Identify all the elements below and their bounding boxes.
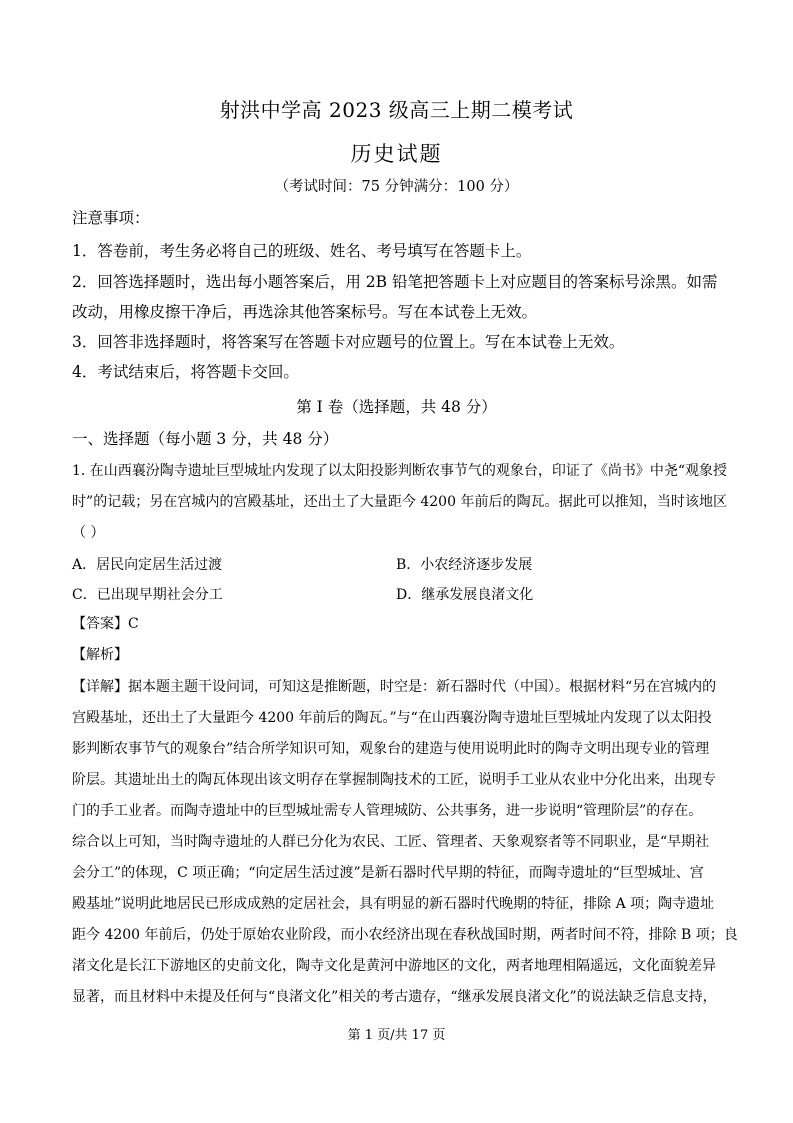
question-1-stem: 1. 在山西襄汾陶寺遗址巨型城址内发现了以太阳投影判断农事节气的观象台，印证了《尚书》中尧“观象授时”的记载；另在宫城内的宫殿基址，还出土了大量距今 4200 年前后的陶瓦。据此可以推知，当时该地区（ ）	[72, 463, 727, 541]
explain-line: 渚文化是长江下游地区的史前文化，陶寺文化是黄河中游地区的文化，两者地理相隔遥远，文化面貌差异	[72, 958, 716, 974]
explain-line: 【详解】据本题主题干设问词，可知这是推断题，时空是：新石器时代（中国）。根据材料“另在宫城内的	[72, 679, 717, 695]
note-item-1: 1．答卷前，考生务必将自己的班级、姓名、考号填写在答题卡上。	[72, 242, 532, 260]
answer-label: 【答案】C	[72, 616, 139, 632]
exam-time-note: （考试时间：75 分钟满分：100 分）	[274, 179, 519, 195]
explain-line: 宫殿基址，还出土了大量距今 4200 年前后的陶瓦。”与“在山西襄汾陶寺遗址巨型城址内发现了以太阳投	[72, 710, 712, 726]
note-item-3: 3．回答非选择题时，将答案写在答题卡对应题号的位置上。写在本试卷上无效。	[72, 333, 625, 351]
explain-line: 综合以上可知，当时陶寺遗址的人群已分化为农民、工匠、管理者、天象观察者等不同职业，是“早期社	[72, 834, 710, 850]
explain-line: 影判断农事节气的观象台”结合所学知识可知，观象台的建造与使用说明此时的陶寺文明出现专业的管理	[72, 741, 710, 757]
option-a: A．居民向定居生活过渡	[72, 557, 223, 573]
note-item-2: 2．回答选择题时，选出每小题答案后，用 2B 铅笔把答题卡上对应题目的答案标号涂黑。如需改动，用橡皮擦干净后，再选涂其他答案标号。写在本试卷上无效。	[72, 273, 718, 321]
option-c: C．已出现早期社会分工	[72, 587, 223, 603]
page-footer: 第 1 页/共 17 页	[347, 1028, 446, 1043]
option-b: B．小农经济逐步发展	[396, 557, 533, 573]
explain-line: 阶层。其遗址出土的陶瓦体现出该文明存在掌握制陶技术的工匠，说明手工业从农业中分化出来，出现专	[72, 772, 716, 788]
explain-line: 距今 4200 年前后，仍处于原始农业阶段，而小农经济出现在春秋战国时期，两者时间不符，排除 B 项；良	[72, 927, 738, 943]
subject-title: 历史试题	[350, 142, 443, 166]
explain-line: 殿基址”说明此地居民已形成成熟的定居社会，具有明显的新石器时代晚期的特征，排除 A 项；陶寺遗址	[72, 896, 715, 912]
explain-line: 会分工”的体现，C 项正确；“向定居生活过渡”是新石器时代早期的特征，而陶寺遗址的“巨型城址、宫	[72, 865, 704, 881]
option-d: D．继承发展良渚文化	[396, 587, 534, 603]
note-item-4: 4．考试结束后，将答题卡交回。	[72, 363, 299, 381]
explain-label: 【解析】	[72, 647, 128, 663]
part-title: 一、选择题（每小题 3 分，共 48 分）	[72, 430, 339, 448]
notes-title: 注意事项：	[72, 209, 150, 227]
section-header: 第 I 卷（选择题，共 48 分）	[296, 398, 497, 416]
exam-title: 射洪中学高 2023 级高三上期二模考试	[219, 98, 574, 122]
explain-line: 显著，而且材料中未提及任何与“良渚文化”相关的考古遗存，“继承发展良渚文化”的说法缺乏信息支持，	[72, 989, 717, 1005]
explain-line: 门的手工业者。而陶寺遗址中的巨型城址需专人管理城防、公共事务，进一步说明“管理阶层”的存在。	[72, 803, 703, 819]
